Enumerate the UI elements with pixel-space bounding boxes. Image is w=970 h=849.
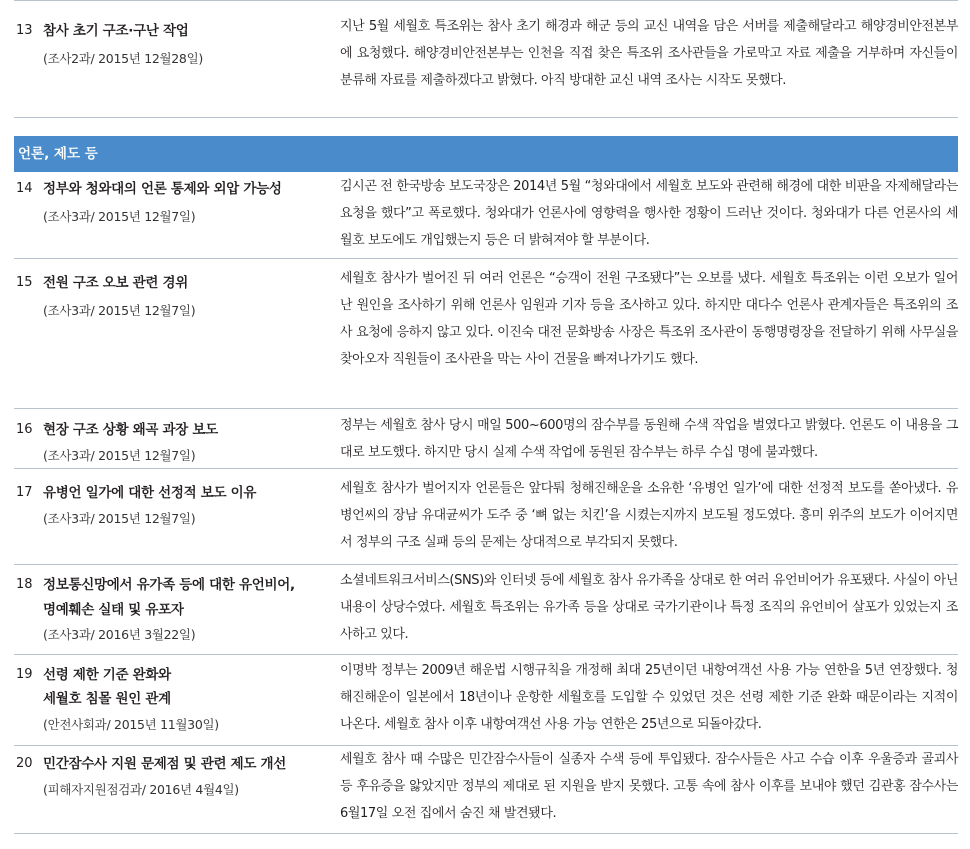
item-number: 16 (16, 422, 33, 437)
item-number: 20 (16, 756, 33, 771)
table-row (14, 409, 958, 469)
item-meta: (조사2과/ 2015년 12월28일) (43, 51, 203, 66)
item-title: 참사 초기 구조·구난 작업 (43, 23, 189, 39)
table-row (14, 746, 958, 834)
table-row (14, 565, 958, 655)
item-meta: (안전사회과/ 2015년 11월30일) (43, 717, 219, 732)
item-meta: (조사3과/ 2015년 12월7일) (43, 448, 196, 463)
item-description: 세월호 참사 때 수많은 민간잠수사들이 실종자 수색 등에 투입됐다. 잠수사들은 사고 수습 이후 우울증과 골괴사 등 후유증을 앓았지만 정부의 제대로 된 지원을 받지 못했다. 고통 속에 참사 이후를 보내야 했던 김관홍 잠수사는 6월17일 오전 집에서 숨진 채 발견됐다. (340, 752, 958, 821)
section-header: 언론, 제도 등 (14, 136, 958, 172)
item-description: 정부는 세월호 참사 당시 매일 500~600명의 잠수부를 동원해 수색 작업을 벌였다고 밝혔다. 언론도 이 내용을 그대로 보도했다. 하지만 당시 실제 수색 작업에 동원된 잠수부는 하루 수십 명에 불과했다. (340, 418, 958, 460)
item-description: 이명박 정부는 2009년 해운법 시행규칙을 개정해 최대 25년이던 내항여객선 사용 가능 연한을 5년 연장했다. 청해진해운이 일본에서 18년이나 운항한 세월호를 도입할 수 있었던 것은 선령 제한 기준 완화 때문이라는 지적이 나온다. 세월호 참사 이후 내항여객선 사용 가능 연한은 25년으로 되돌아갔다. (340, 663, 958, 732)
table-row (14, 469, 958, 565)
item-title: 유병언 일가에 대한 선정적 보도 이유 (43, 485, 257, 501)
item-title: 전원 구조 오보 관련 경위 (43, 275, 189, 291)
item-title: 민간잠수사 지원 문제점 및 관련 제도 개선 (43, 756, 286, 772)
item-number: 19 (16, 667, 33, 682)
item-description: 세월호 참사가 벌어지자 언론들은 앞다퉈 청해진해운을 소유한 ‘유병언 일가’에 대한 선정적 보도를 쏟아냈다. 유병언씨의 장남 유대균씨가 도주 중 ‘뼈 없는 치킨’을 시켰는지까지 보도될 정도였다. 흥미 위주의 보도가 이어지면서 정부의 구조 실패 등의 문제는 상대적으로 부각되지 못했다. (340, 481, 958, 550)
table-row (14, 173, 958, 259)
item-title: 현장 구조 상황 왜곡 과장 보도 (43, 422, 218, 438)
item-description: 세월호 참사가 벌어진 뒤 여러 언론은 “승객이 전원 구조됐다”는 오보를 냈다. 세월호 특조위는 이런 오보가 일어난 원인을 조사하기 위해 언론사 임원과 기자 등을 조사하고 있다. 하지만 대다수 언론사 관계자들은 특조위의 조사 요청에 응하지 않고 있다. 이진숙 대전 문화방송 사장은 특조위 조사관이 동행명령장을 전달하기 위해 사무실을 찾아오자 직원들이 조사관을 막는 사이 건물을 빠져나가기도 했다. (340, 271, 958, 367)
item-number: 14 (16, 181, 33, 196)
item-meta: (피해자지원점검과/ 2016년 4월4일) (43, 782, 239, 797)
item-description: 지난 5월 세월호 특조위는 참사 초기 해경과 해군 등의 교신 내역을 담은 서버를 제출해달라고 해양경비안전본부에 요청했다. 해양경비안전본부는 인천을 직접 찾은 특조위 조사관들을 가로막고 자료 제출을 거부하며 자신들이 분류해 자료를 제출하겠다고 밝혔다. 아직 방대한 교신 내역 조사는 시작도 못했다. (340, 19, 958, 88)
item-title: 정부와 청와대의 언론 통제와 외압 가능성 (43, 181, 282, 197)
item-meta: (조사3과/ 2015년 12월7일) (43, 511, 196, 526)
item-number: 13 (16, 23, 33, 38)
item-description: 소셜네트워크서비스(SNS)와 인터넷 등에 세월호 참사 유가족을 상대로 한 여러 유언비어가 유포됐다. 사실이 아닌 내용이 상당수였다. 세월호 특조위는 유가족 등을 상대로 국가기관이나 특정 조직의 유언비어 살포가 있었는지 조사하고 있다. (340, 573, 958, 642)
item-meta: (조사3과/ 2016년 3월22일) (43, 627, 196, 642)
item-title: 세월호 침몰 원인 관계 (43, 691, 171, 707)
item-title: 명예훼손 실태 및 유포자 (43, 602, 184, 618)
item-meta: (조사3과/ 2015년 12월7일) (43, 303, 196, 318)
item-number: 18 (16, 577, 33, 592)
table-row (14, 655, 958, 746)
item-title: 정보통신망에서 유가족 등에 대한 유언비어, (43, 577, 295, 593)
item-meta: (조사3과/ 2015년 12월7일) (43, 209, 196, 224)
item-description: 김시곤 전 한국방송 보도국장은 2014년 5월 “청와대에서 세월호 보도와 관련해 해경에 대한 비판을 자제해달라는 요청을 했다”고 폭로했다. 청와대가 언론사에 영향력을 행사한 정황이 드러난 것이다. 청와대가 다른 언론사의 세월호 보도에도 개입했는지 등은 더 밝혀져야 할 부분이다. (340, 179, 958, 248)
item-number: 17 (16, 485, 33, 500)
investigation-table (14, 0, 958, 821)
table-row (14, 259, 958, 409)
table-row (14, 0, 958, 118)
item-title: 선령 제한 기준 완화와 (43, 667, 171, 683)
item-number: 15 (16, 275, 33, 290)
